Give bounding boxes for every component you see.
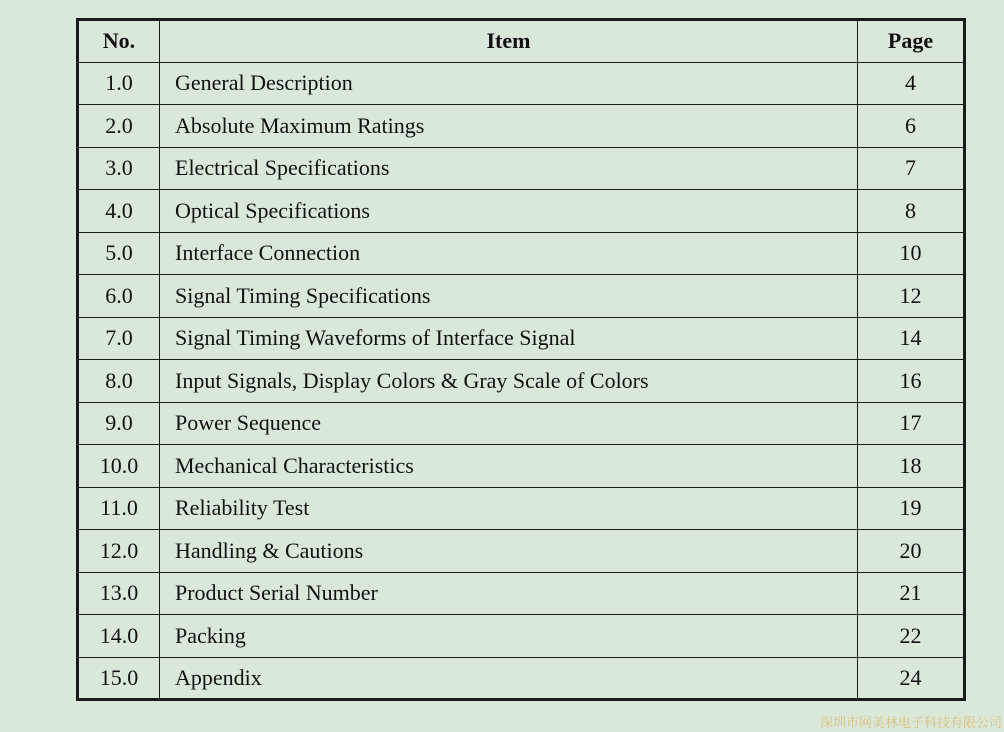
row-number: 14.0 (78, 615, 160, 658)
table-row (78, 530, 965, 573)
company-watermark: 深圳市网美林电子科技有限公司 (819, 716, 1002, 731)
row-number: 11.0 (78, 487, 160, 530)
table-row (78, 232, 965, 275)
table-row (78, 402, 965, 445)
row-item: Appendix (160, 657, 858, 700)
row-number: 7.0 (78, 317, 160, 360)
row-item: Reliability Test (160, 487, 858, 530)
row-number: 9.0 (78, 402, 160, 445)
table-row (78, 360, 965, 403)
row-item: Handling & Cautions (160, 530, 858, 573)
table-row (78, 615, 965, 658)
row-item: Power Sequence (160, 402, 858, 445)
row-page: 14 (858, 317, 965, 360)
header-no: No. (78, 20, 160, 63)
row-page: 18 (858, 445, 965, 488)
row-number: 10.0 (78, 445, 160, 488)
row-item: Packing (160, 615, 858, 658)
row-item: Interface Connection (160, 232, 858, 275)
row-number: 8.0 (78, 360, 160, 403)
row-page: 6 (858, 105, 965, 148)
row-page: 10 (858, 232, 965, 275)
row-number: 1.0 (78, 62, 160, 105)
table-row (78, 657, 965, 700)
row-item: Signal Timing Waveforms of Interface Signal (160, 317, 858, 360)
table-body (78, 62, 965, 700)
row-page: 7 (858, 147, 965, 190)
table-of-contents (76, 18, 966, 701)
row-number: 6.0 (78, 275, 160, 318)
row-item: Mechanical Characteristics (160, 445, 858, 488)
row-item: Signal Timing Specifications (160, 275, 858, 318)
header-row (78, 20, 965, 63)
table-row (78, 487, 965, 530)
row-number: 4.0 (78, 190, 160, 233)
table-row (78, 317, 965, 360)
table-row (78, 105, 965, 148)
row-page: 22 (858, 615, 965, 658)
row-page: 20 (858, 530, 965, 573)
row-page: 24 (858, 657, 965, 700)
row-item: Electrical Specifications (160, 147, 858, 190)
row-number: 2.0 (78, 105, 160, 148)
row-item: Input Signals, Display Colors & Gray Scale of Colors (160, 360, 858, 403)
row-number: 12.0 (78, 530, 160, 573)
row-page: 16 (858, 360, 965, 403)
row-number: 3.0 (78, 147, 160, 190)
row-page: 8 (858, 190, 965, 233)
row-page: 21 (858, 572, 965, 615)
table-row (78, 275, 965, 318)
row-number: 15.0 (78, 657, 160, 700)
header-item: Item (160, 20, 858, 63)
row-item: Product Serial Number (160, 572, 858, 615)
row-page: 19 (858, 487, 965, 530)
row-number: 13.0 (78, 572, 160, 615)
row-page: 4 (858, 62, 965, 105)
row-page: 17 (858, 402, 965, 445)
row-item: General Description (160, 62, 858, 105)
row-number: 5.0 (78, 232, 160, 275)
row-item: Absolute Maximum Ratings (160, 105, 858, 148)
table-row (78, 190, 965, 233)
header-page: Page (858, 20, 965, 63)
table-row (78, 445, 965, 488)
table-row (78, 147, 965, 190)
row-page: 12 (858, 275, 965, 318)
row-item: Optical Specifications (160, 190, 858, 233)
table-row (78, 62, 965, 105)
table-row (78, 572, 965, 615)
